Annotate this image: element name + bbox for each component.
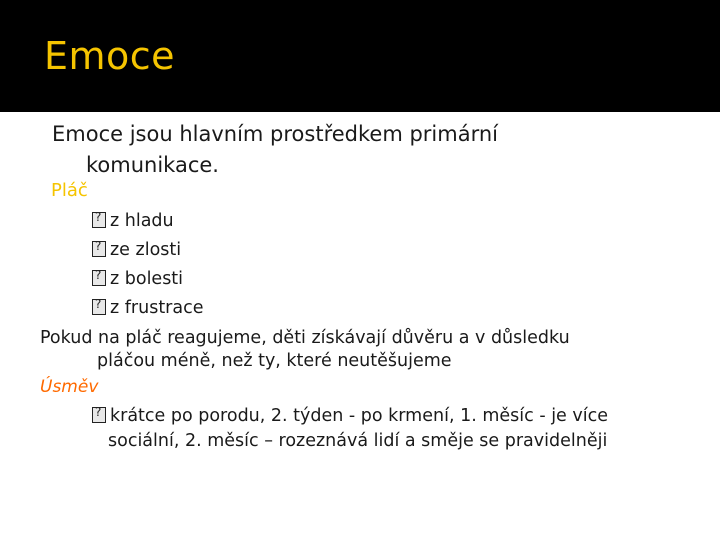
cry-item-label: z frustrace	[110, 298, 204, 318]
response-line-2: pláčou méně, než ty, které neutěšujeme	[97, 351, 452, 371]
missing-glyph-box-icon	[92, 299, 106, 315]
list-item	[92, 298, 203, 318]
cry-heading: Pláč	[51, 180, 88, 201]
response-line-1: Pokud na pláč reagujeme, děti získávají důvěru a v důsledku	[40, 328, 570, 348]
missing-glyph-box-icon	[92, 241, 106, 257]
list-item	[92, 269, 183, 289]
cry-item-label: ze zlosti	[110, 240, 182, 260]
missing-glyph-box-icon	[92, 407, 106, 423]
cry-item-label: z bolesti	[110, 269, 184, 289]
smile-heading: Úsměv	[40, 377, 99, 397]
missing-glyph-box-icon	[92, 212, 106, 228]
smile-text-1: krátce po porodu, 2. týden - po krmení, 1. měsíc - je více	[110, 406, 608, 426]
missing-glyph-box-icon	[92, 270, 106, 286]
cry-item-label: z hladu	[110, 211, 174, 231]
smile-line-2: sociální, 2. měsíc – rozeznává lidí a směje se pravidelněji	[108, 431, 608, 451]
intro-line-2: komunikace.	[86, 153, 219, 177]
list-item	[92, 211, 174, 231]
slide-title: Emoce	[44, 34, 176, 78]
intro-line-1: Emoce jsou hlavním prostředkem primární	[52, 122, 498, 146]
smile-line-1	[92, 406, 608, 426]
list-item	[92, 240, 181, 260]
